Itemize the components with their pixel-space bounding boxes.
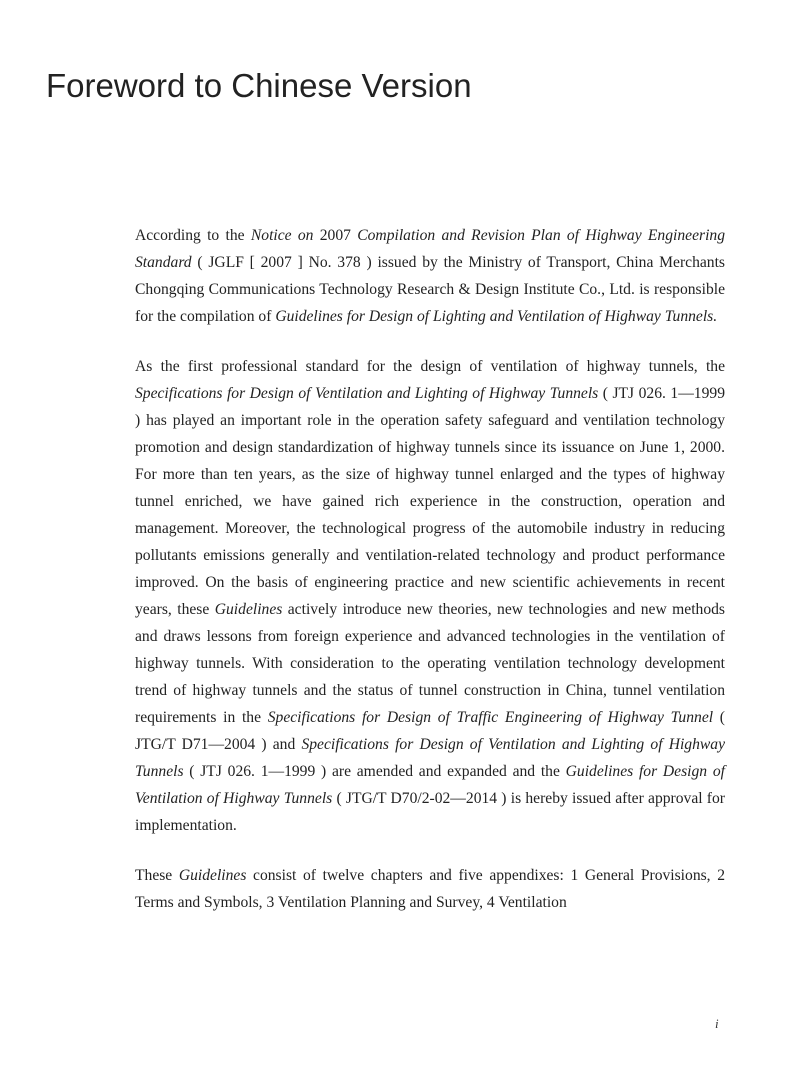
italic-text-run: Compilation and Revision Plan of Highway Engineering Standard	[135, 227, 725, 271]
text-run: ( JGLF [ 2007 ] No. 378 ) issued by the Ministry of Transport, China Merchants Chongqing Communications Technology Research & Design Institute Co., Ltd. is responsible for the compilation of	[135, 254, 725, 325]
italic-text-run: Guidelines for Design of Ventilation of Highway Tunnels	[135, 763, 725, 807]
text-run: ( JTG/T D70/2-02—2014 ) is hereby issued after approval for implementation.	[135, 790, 725, 834]
paragraph-2	[135, 353, 725, 839]
italic-text-run: Specifications for Design of Ventilation and Lighting of Highway Tunnels	[135, 736, 725, 780]
page-number: i	[715, 1016, 719, 1031]
text-run: consist of twelve chapters and five appendixes: 1 General Provisions, 2 Terms and Symbols, 3 Ventilation Planning and Survey, 4 Ventilation	[135, 867, 725, 911]
italic-text-run: Specifications for Design of Traffic Engineering of Highway Tunnel	[267, 709, 714, 726]
text-run: As the first professional standard for the design of ventilation of highway tunnels, the	[135, 358, 725, 375]
foreword-body	[135, 222, 725, 939]
text-run: 2007	[313, 227, 358, 244]
paragraph-1	[135, 222, 725, 330]
text-run: According to the	[135, 227, 251, 244]
paragraph-3	[135, 862, 725, 916]
italic-text-run: Notice on	[250, 227, 314, 244]
italic-text-run: Specifications for Design of Ventilation and Lighting of Highway Tunnels	[135, 385, 599, 402]
text-run: ( JTJ 026. 1—1999 ) are amended and expanded and the	[183, 763, 566, 780]
text-run: actively introduce new theories, new technologies and new methods and draws lessons from foreign experience and advanced technologies in the ventilation of highway tunnels. With consideration to the operating ventilation technology development trend of highway tunnels and the status of tunnel construction in China, tunnel ventilation requirements in the	[135, 601, 725, 726]
italic-text-run: Guidelines for Design of Lighting and Ventilation of Highway Tunnels.	[275, 308, 718, 325]
text-run: ( JTG/T D71—2004 ) and	[135, 709, 725, 753]
italic-text-run: Guidelines	[178, 867, 247, 884]
italic-text-run: Guidelines	[214, 601, 283, 618]
page-title: Foreword to Chinese Version	[46, 67, 472, 104]
text-run: ( JTJ 026. 1—1999 ) has played an important role in the operation safety safeguard and ventilation technology promotion and design standardization of highway tunnels since its issuance on June 1, 2000. For more than ten years, as the size of highway tunnel enlarged and the types of highway tunnel enriched, we have gained rich experience in the construction, operation and management. Moreover, the technological progress of the automobile industry in reducing pollutants emissions generally and ventilation-related technology and product performance improved. On the basis of engineering practice and new scientific achievements in recent years, these	[135, 385, 725, 618]
text-run: These	[135, 867, 179, 884]
